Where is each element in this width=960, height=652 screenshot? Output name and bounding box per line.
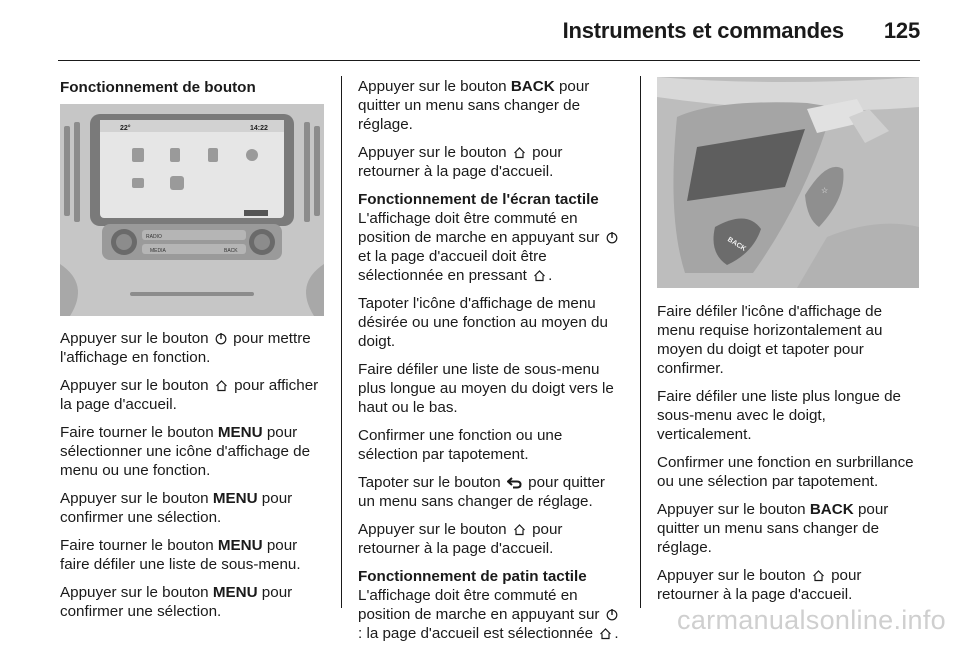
star-icon: ☆ [821, 186, 829, 195]
page-title: Instruments et commandes [562, 18, 844, 43]
back-arrow-icon [507, 476, 522, 489]
column-1-text [60, 329, 326, 630]
paragraph: Faire tourner le bouton MENU pour sélectionner une icône d'affichage de menu ou une fonction. [60, 424, 311, 479]
watermark: carmanualsonline.info [677, 605, 946, 635]
paragraph: Confirmer une fonction ou une sélection par tapotement. [358, 427, 563, 463]
home-icon [215, 379, 228, 392]
screen-temperature: 22° [120, 125, 131, 132]
heading-touchscreen-operation: Fonctionnement de l'écran tactile [358, 191, 599, 208]
paragraph: Faire défiler l'icône d'affichage de menu requise horizontalement au moyen du doigt et tapoter pour confirmer. [657, 303, 883, 377]
column-2 [358, 77, 624, 652]
paragraph: Appuyer sur le bouton MENU pour confirmer une sélection. [60, 490, 293, 526]
home-icon [812, 569, 825, 582]
header-rule [58, 60, 920, 61]
paragraph: Tapoter l'icône d'affichage de menu désirée ou une fonction au moyen du doigt. [358, 295, 608, 350]
phone-app-icon [170, 148, 180, 162]
paragraph: Appuyer sur le bouton BACK pour quitter un menu sans changer de réglage. [657, 501, 889, 556]
paragraph: L'affichage doit être commuté en position de marche en appuyant sur : la page d'accueil est sélectionnée . [358, 587, 619, 642]
home-icon [513, 146, 526, 159]
hand-app-icon [208, 148, 218, 162]
picture-app-icon [132, 178, 144, 188]
paragraph: Tapoter sur le bouton pour quitter un menu sans changer de réglage. [358, 474, 605, 510]
paragraph: Appuyer sur le bouton pour mettre l'affichage en fonction. [60, 330, 311, 366]
column-3 [657, 302, 923, 613]
paragraph: L'affichage doit être commuté en position de marche en appuyant sur et la page d'accueil doit être sélectionnée en pressant . [358, 209, 624, 285]
heading-button-operation: Fonctionnement de bouton [60, 79, 256, 96]
paragraph: Appuyer sur le bouton pour afficher la page d'accueil. [60, 377, 319, 413]
paragraph: Appuyer sur le bouton pour retourner à la page d'accueil. [657, 567, 862, 603]
column-1 [60, 78, 326, 97]
music-app-icon [132, 148, 144, 162]
touchpad-figure [657, 77, 919, 288]
paragraph: Faire défiler une liste plus longue de sous-menu avec le doigt, verticalement. [657, 388, 901, 443]
settings-app-icon [246, 149, 258, 161]
paragraph: Appuyer sur le bouton MENU pour confirmer une sélection. [60, 584, 293, 620]
power-icon [606, 231, 618, 244]
back-button-label: BACK [726, 236, 747, 253]
home-icon [533, 269, 546, 282]
home-icon [513, 523, 526, 536]
paragraph: Appuyer sur le bouton pour retourner à la page d'accueil. [358, 521, 563, 557]
screen-clock: 14:22 [250, 125, 268, 132]
home-icon [599, 627, 612, 640]
paragraph: Faire défiler une liste de sous-menu plus longue au moyen du doigt vers le haut ou le bas. [358, 361, 614, 416]
radio-button: RADIO [146, 234, 162, 240]
paragraph: Appuyer sur le bouton BACK pour quitter un menu sans changer de réglage. [358, 78, 590, 133]
heading-touchpad-operation: Fonctionnement de patin tactile [358, 568, 587, 585]
back-button-label: BACK [224, 248, 238, 254]
paragraph: Appuyer sur le bouton pour retourner à la page d'accueil. [358, 144, 563, 180]
media-button: MEDIA [150, 248, 166, 254]
apps-icon [170, 176, 184, 190]
column-divider-2 [640, 76, 641, 608]
infotainment-screen-figure [60, 104, 324, 316]
screen-tab [244, 210, 268, 216]
power-icon [606, 608, 618, 621]
column-divider-1 [341, 76, 342, 608]
page-number: 125 [883, 18, 920, 43]
power-icon [215, 332, 227, 345]
page-header [58, 14, 920, 48]
paragraph: Faire tourner le bouton MENU pour faire défiler une liste de sous-menu. [60, 537, 301, 573]
paragraph: Confirmer une fonction en surbrillance ou une sélection par tapotement. [657, 454, 914, 490]
